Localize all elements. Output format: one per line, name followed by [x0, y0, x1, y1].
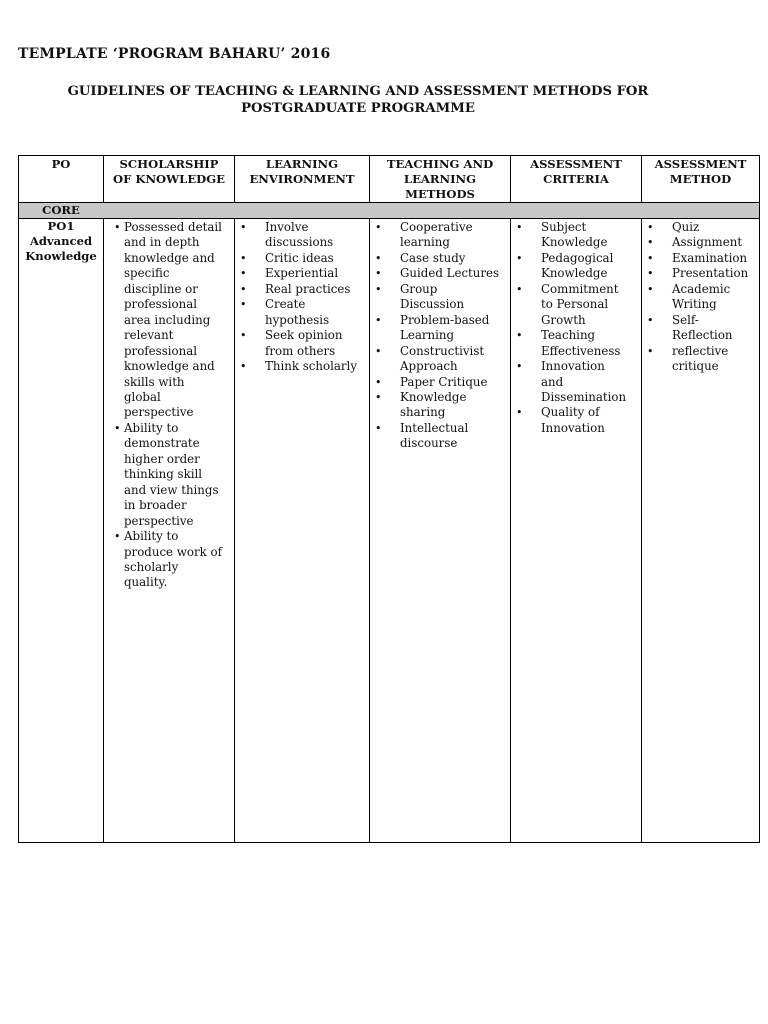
table-header-row	[19, 156, 760, 203]
list-item	[370, 251, 510, 266]
list-item-line: • Critic ideas	[265, 250, 334, 265]
list-item	[511, 282, 641, 328]
list-item-line: • Problem-based	[400, 312, 490, 327]
list-item-line: hypothesis	[265, 312, 330, 327]
header-line: SCHOLARSHIP	[119, 157, 219, 171]
list-item	[370, 266, 510, 281]
list-item-line: Growth	[541, 312, 586, 327]
list-item-line: • Presentation	[672, 266, 749, 281]
list-item-line: • Commitment	[541, 281, 619, 296]
header-line: LEARNING	[403, 172, 477, 186]
list-item-line: quality.	[124, 575, 168, 590]
list-item-line: • reflective	[672, 343, 729, 358]
list-item	[642, 313, 759, 344]
list-item-line: relevant	[124, 328, 174, 343]
list-item-line: • Teaching	[541, 328, 596, 343]
learning-environment-list	[235, 220, 369, 375]
list-item-line: knowledge and	[124, 359, 215, 374]
list-item	[642, 282, 759, 313]
list-item-line: • Think scholarly	[265, 359, 357, 374]
list-item-line: • Involve	[265, 220, 309, 234]
list-item-line: • Quality of	[541, 405, 600, 420]
core-section-label: CORE	[42, 203, 80, 217]
list-item-line: from others	[265, 343, 336, 358]
program-outcome-table	[18, 155, 760, 843]
list-item	[370, 375, 510, 390]
core-section-row	[19, 203, 760, 219]
list-item-line: • Create	[265, 297, 306, 312]
list-item-line: in broader	[124, 498, 187, 513]
list-item-line: Approach	[400, 359, 458, 374]
list-item	[370, 282, 510, 313]
list-item	[511, 359, 641, 405]
table-row-po1	[19, 219, 760, 843]
header-line: ASSESSMENT	[654, 157, 747, 171]
list-item	[511, 328, 641, 359]
list-item-line: • Quiz	[672, 220, 700, 234]
list-item-line: • Self-	[672, 312, 699, 327]
header-line: METHODS	[405, 187, 475, 201]
list-item	[370, 313, 510, 344]
list-item	[511, 220, 641, 251]
list-item-line: • Case study	[400, 250, 466, 265]
list-item-line: to Personal	[541, 297, 609, 312]
header-line: CRITERIA	[543, 172, 609, 186]
list-item-line: • Paper Critique	[400, 374, 488, 389]
list-item	[370, 421, 510, 452]
header-po	[19, 156, 104, 203]
guidelines-heading-line-1: GUIDELINES OF TEACHING & LEARNING AND ASSESSMENT METHODS FOR	[67, 84, 649, 99]
list-item-line: • Examination	[672, 250, 748, 265]
scholarship-cell	[104, 219, 235, 843]
list-item	[511, 251, 641, 282]
list-item-line: • Cooperative	[400, 220, 473, 234]
header-line: OF KNOWLEDGE	[113, 172, 225, 186]
header-line: ASSESSMENT	[530, 157, 622, 171]
list-item-line: • Possessed detail	[124, 220, 222, 234]
assessment-criteria-cell	[511, 219, 642, 843]
list-item	[235, 266, 369, 281]
learning-environment-cell	[235, 219, 370, 843]
header-line: METHOD	[669, 172, 732, 186]
list-item	[104, 220, 234, 421]
list-item	[235, 282, 369, 297]
list-item	[370, 390, 510, 421]
assessment-method-cell	[642, 219, 760, 843]
list-item-line: • Academic	[672, 281, 731, 296]
list-item-line: perspective	[124, 513, 194, 528]
list-item-line: demonstrate	[124, 436, 200, 451]
assessment-criteria-list	[511, 220, 641, 436]
header-line: ENVIRONMENT	[249, 172, 355, 186]
list-item-line: learning	[400, 235, 450, 250]
list-item	[235, 251, 369, 266]
header-scholarship-of-knowledge	[104, 156, 235, 203]
list-item-line: discussions	[265, 235, 334, 250]
list-item-line: area including	[124, 312, 211, 327]
list-item-line: Effectiveness	[541, 343, 621, 358]
list-item	[104, 421, 234, 529]
list-item-line: • Ability to	[124, 529, 179, 544]
list-item-line: • Knowledge	[400, 389, 467, 404]
list-item-line: • Group	[400, 281, 438, 296]
po-cell	[19, 219, 104, 843]
list-item-line: discipline or	[124, 281, 198, 296]
list-item-line: • Constructivist	[400, 343, 485, 358]
po-code: PO1	[47, 219, 75, 233]
list-item-line: • Intellectual	[400, 420, 469, 435]
header-teaching-and-learning-methods	[370, 156, 511, 203]
header-assessment-criteria	[511, 156, 642, 203]
list-item-line: Writing	[672, 297, 717, 312]
list-item-line: and view things	[124, 482, 219, 497]
list-item	[642, 220, 759, 235]
list-item-line: Innovation	[541, 420, 605, 435]
header-assessment-method	[642, 156, 760, 203]
list-item-line: • Assignment	[672, 235, 743, 250]
list-item-line: • Innovation	[541, 359, 605, 374]
core-section-cell	[19, 203, 760, 219]
list-item-line: professional	[124, 343, 198, 358]
list-item-line: and in depth	[124, 235, 200, 250]
list-item	[235, 359, 369, 374]
list-item-line: • Guided Lectures	[400, 266, 500, 281]
guidelines-heading-line-2: POSTGRADUATE PROGRAMME	[241, 101, 475, 116]
guidelines-heading	[0, 83, 716, 117]
list-item-line: sharing	[400, 405, 446, 420]
list-item-line: Knowledge	[541, 266, 608, 281]
list-item	[370, 220, 510, 251]
list-item-line: knowledge and	[124, 250, 215, 265]
list-item	[511, 405, 641, 436]
header-line: PO	[51, 157, 71, 171]
list-item-line: perspective	[124, 405, 194, 420]
list-item-line: specific	[124, 266, 170, 281]
list-item-line: • Ability to	[124, 420, 179, 435]
po-name-line-2: Knowledge	[25, 249, 97, 263]
list-item-line: higher order	[124, 451, 200, 466]
list-item	[642, 235, 759, 250]
list-item	[235, 220, 369, 251]
list-item-line: critique	[672, 359, 719, 374]
list-item-line: skills with	[124, 374, 185, 389]
list-item-line: • Subject	[541, 220, 587, 234]
list-item-line: discourse	[400, 436, 458, 451]
list-item-line: Discussion	[400, 297, 465, 312]
list-item	[235, 297, 369, 328]
header-line: LEARNING	[265, 157, 339, 171]
list-item-line: Knowledge	[541, 235, 608, 250]
list-item-line: scholarly	[124, 559, 179, 574]
list-item	[104, 529, 234, 591]
list-item	[642, 251, 759, 266]
template-title: TEMPLATE ‘PROGRAM BAHARU’ 2016	[18, 46, 331, 62]
list-item-line: Reflection	[672, 328, 733, 343]
list-item	[642, 344, 759, 375]
teaching-methods-cell	[370, 219, 511, 843]
assessment-method-list	[642, 220, 759, 375]
list-item-line: • Seek opinion	[265, 328, 343, 343]
list-item-line: • Pedagogical	[541, 250, 614, 265]
list-item-line: global	[124, 389, 161, 404]
scholarship-list	[104, 220, 234, 591]
list-item-line: Learning	[400, 328, 455, 343]
header-line: TEACHING AND	[386, 157, 494, 171]
list-item-line: • Experiential	[265, 266, 339, 281]
teaching-methods-list	[370, 220, 510, 452]
list-item	[642, 266, 759, 281]
list-item-line: • Real practices	[265, 281, 351, 296]
list-item-line: Dissemination	[541, 389, 627, 404]
list-item-line: and	[541, 374, 564, 389]
po-name-line-1: Advanced	[29, 234, 93, 248]
list-item-line: thinking skill	[124, 467, 203, 482]
list-item	[235, 328, 369, 359]
list-item	[370, 344, 510, 375]
list-item-line: produce work of	[124, 544, 222, 559]
list-item-line: professional	[124, 297, 198, 312]
header-learning-environment	[235, 156, 370, 203]
